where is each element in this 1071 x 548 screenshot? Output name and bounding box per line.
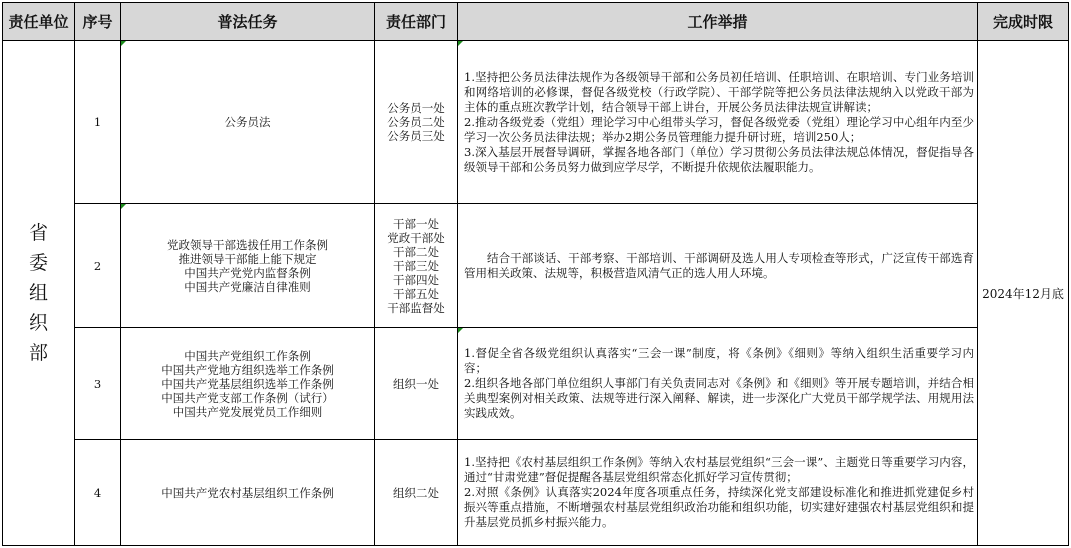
measures-cell <box>458 328 978 440</box>
seq-cell: 2 <box>75 204 121 328</box>
header-measures: 工作举措 <box>458 3 978 41</box>
law-popularization-table <box>2 2 1068 546</box>
measures-cell <box>458 41 978 204</box>
task-cell <box>121 41 375 204</box>
task-cell <box>121 440 375 546</box>
dept-cell <box>375 440 458 546</box>
cell-line: 公务员二处 <box>387 115 445 129</box>
cell-line: 1.坚持把公务员法律法规作为各级领导干部和公务员初任培训、任职培训、在职培训、专门业务培训和网络培训的必修课，督促各级党校（行政学院）、干部学院等把公务员法律法规纳入以党政干部为主体的重点班次教学计划，结合领导干部上讲台，开展公务员法律法规宣讲解读； 2.推动各级党委（党组）理论学习中心组带头学习，督促各级党委（党组）理论学习中心组年内至少学习一次公务员法律法规；举办2期公务员管理能力提升研讨班，培训250人； 3.深入基层开展督导调研，掌握各地各部门（单位）学习贯彻公务员法律法规总体情况，督促指导各级领导干部和公务员努力做到应学尽学，不断提升依规依法履职能力。 <box>464 69 974 174</box>
cell-line: 推进领导干部能上能下规定 <box>178 251 317 266</box>
cell-line: 公务员法 <box>224 115 271 129</box>
cell-line: 1.坚持把《农村基层组织工作条例》等纳入农村基层党组织“三会一课”、主题党日等重要学习内容，通过“甘肃党建”督促提醒各基层党组织常态化抓好学习宣传贯彻； 2.对照《条例》认真落实2024年度各项重点任务，持续深化党支部建设标准化和推进抓党建促乡村振兴等重点措施，不断增强农村基层党组织政治功能和组织功能，切实建好建强农村基层党组织和提升基层党员抓乡村振兴能力。 <box>464 455 974 529</box>
cell-line: 中国共产党发展党员工作细则 <box>172 404 323 419</box>
cell-line: 干部三处 <box>393 258 439 273</box>
table-row <box>3 328 1069 440</box>
cell-line: 干部二处 <box>393 244 439 259</box>
cell-line: 中国共产党廉洁自律准则 <box>184 279 311 294</box>
header-deadline: 完成时限 <box>978 3 1069 41</box>
task-cell <box>121 328 375 440</box>
responsible-unit: 省委组织部 <box>28 222 48 364</box>
cell-line: 公务员三处 <box>387 129 445 143</box>
table-row <box>3 440 1069 546</box>
cell-line: 干部五处 <box>393 286 439 301</box>
cell-line: 中国共产党党内监督条例 <box>184 265 311 280</box>
cell-line: 1.督促全省各级党组织认真落实“三会一课”制度，将《条例》《细则》等纳入组织生活重要学习内容； 2.组织各地各部门单位组织人事部门有关负责同志对《条例》和《细则》等开展专题培训，并结合相关典型案例对相关政策、法规等进行深入阐释、解读，进一步深化广大党员干部学规学法、用规用法实践成效。 <box>464 346 974 420</box>
cell-line: 组织二处 <box>393 485 439 500</box>
table-row <box>3 204 1069 328</box>
cell-line: 干部监督处 <box>387 300 445 315</box>
measures-cell <box>458 204 978 328</box>
seq-cell: 3 <box>75 328 121 440</box>
seq-cell: 4 <box>75 440 121 546</box>
cell-line: 组织一处 <box>393 376 439 391</box>
header-dept: 责任部门 <box>375 3 458 41</box>
cell-line: 中国共产党基层组织选举工作条例 <box>161 376 334 391</box>
measures-cell <box>458 440 978 546</box>
cell-line: 干部一处 <box>393 216 439 231</box>
responsible-unit-cell <box>3 41 75 546</box>
cell-line: 中国共产党支部工作条例（试行） <box>161 390 334 405</box>
cell-line: 结合干部谈话、干部考察、干部培训、干部调研及选人用人专项检查等形式，广泛宣传干部选育管用相关政策、法规等，积极营造风清气正的选人用人环境。 <box>464 250 974 280</box>
cell-line: 中国共产党农村基层组织工作条例 <box>161 485 334 500</box>
dept-cell <box>375 328 458 440</box>
dept-cell <box>375 204 458 328</box>
cell-line: 党政领导干部选拔任用工作条例 <box>167 237 328 252</box>
deadline-cell: 2024年12月底 <box>978 41 1069 546</box>
cell-line: 党政干部处 <box>387 230 445 245</box>
header-seq: 序号 <box>75 3 121 41</box>
header-unit: 责任单位 <box>3 3 75 41</box>
cell-line: 中国共产党组织工作条例 <box>184 348 311 363</box>
dept-cell <box>375 41 458 204</box>
cell-line: 公务员一处 <box>387 101 445 115</box>
task-cell <box>121 204 375 328</box>
table-row <box>3 41 1069 204</box>
header-task: 普法任务 <box>121 3 375 41</box>
seq-cell: 1 <box>75 41 121 204</box>
header-row <box>3 3 1069 41</box>
cell-line: 干部四处 <box>393 272 439 287</box>
cell-line: 中国共产党地方组织选举工作条例 <box>161 362 334 377</box>
